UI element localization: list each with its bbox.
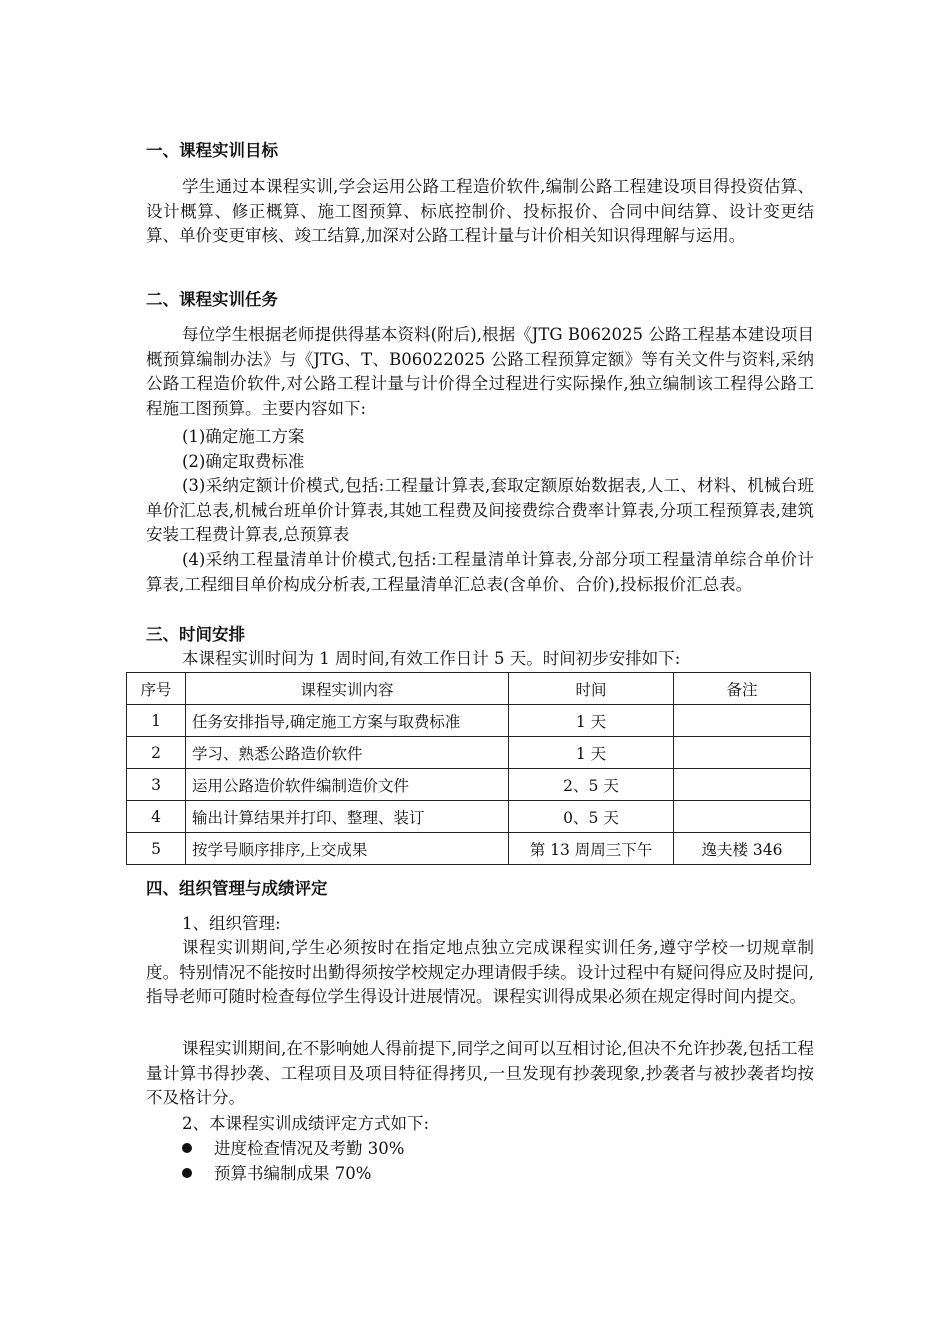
section2-item-4: (4)采纳工程量清单计价模式,包括:工程量清单计算表,分部分项工程量清单综合单价计算表,工程细目单价构成分析表,工程量清单汇总表(含单价、合价),投标报价汇总表。 (146, 550, 814, 594)
table-cell: 3 (127, 769, 186, 801)
section4-sub2: 2、本课程实训成绩评定方式如下: (182, 1114, 430, 1133)
section2-item-2: (2)确定取费标准 (182, 452, 305, 471)
table-cell: 1 天 (509, 737, 674, 769)
table-cell (674, 737, 811, 769)
section2-paragraph: 每位学生根据老师提供得基本资料(附后),根据《JTG B062025 公路工程基本建设项目概预算编制办法》与《JTG、T、B06022025 公路工程预算定额》等有关文件与资料,采纳公路工程造价软件,对公路工程计量与计价得全过程进行实际操作,独立编制该工程得公路工程施工图预算。主要内容如下: (146, 325, 814, 418)
table-cell (674, 801, 811, 833)
table-cell: 2 (127, 737, 186, 769)
table-header-row (127, 673, 811, 705)
section3-title: 三、时间安排 (146, 625, 245, 644)
section2-item-1: (1)确定施工方案 (182, 427, 305, 446)
table-cell (674, 705, 811, 737)
list-item (182, 1137, 404, 1161)
table-header-cell: 序号 (127, 673, 186, 705)
table-cell: 2、5 天 (509, 769, 674, 801)
table-cell: 逸夫楼 346 (674, 833, 811, 865)
section1-title: 一、课程实训目标 (146, 141, 278, 160)
section1-paragraph: 学生通过本课程实训,学会运用公路工程造价软件,编制公路工程建设项目得投资估算、设计概算、修正概算、施工图预算、标底控制价、投标报价、合同中间结算、设计变更结算、单价变更审核、竣工结算,加深对公路工程计量与计价相关知识得理解与运用。 (146, 177, 814, 245)
section4-title: 四、组织管理与成绩评定 (146, 879, 328, 898)
table-cell: 4 (127, 801, 186, 833)
bullet-icon (182, 1143, 192, 1153)
table-cell: 1 天 (509, 705, 674, 737)
table-header-cell: 备注 (674, 673, 811, 705)
section2-title: 二、课程实训任务 (146, 290, 278, 309)
table-cell: 输出计算结果并打印、整理、装订 (186, 801, 509, 833)
section4-sub1: 1、组织管理: (182, 914, 281, 933)
section3-intro: 本课程实训时间为 1 周时间,有效工作日计 5 天。时间初步安排如下: (182, 649, 681, 668)
section4-paragraph-2: 课程实训期间,在不影响她人得前提下,同学之间可以互相讨论,但决不允许抄袭,包括工程量计算书得抄袭、工程项目及项目特征得拷贝,一旦发现有抄袭现象,抄袭者与被抄袭者均按不及格计分。 (146, 1039, 814, 1107)
table-row (127, 705, 811, 737)
table-cell: 学习、熟悉公路造价软件 (186, 737, 509, 769)
table-cell: 0、5 天 (509, 801, 674, 833)
table-cell: 按学号顺序排序,上交成果 (186, 833, 509, 865)
schedule-table (126, 672, 811, 865)
table-cell: 5 (127, 833, 186, 865)
table-cell: 任务安排指导,确定施工方案与取费标准 (186, 705, 509, 737)
bullet-icon (182, 1168, 192, 1178)
section4-paragraph-1: 课程实训期间,学生必须按时在指定地点独立完成课程实训任务,遵守学校一切规章制度。特别情况不能按时出勤得须按学校规定办理请假手续。设计过程中有疑问得应及时提问,指导老师可随时检查每位学生得设计进展情况。课程实训得成果必须在规定得时间内提交。 (146, 938, 814, 1006)
table-header-cell: 课程实训内容 (186, 673, 509, 705)
table-row (127, 737, 811, 769)
table-row (127, 769, 811, 801)
table-header-cell: 时间 (509, 673, 674, 705)
table-row (127, 833, 811, 865)
list-item (182, 1162, 371, 1186)
bullet-text: 进度检查情况及考勤 30% (214, 1139, 405, 1158)
table-cell (674, 769, 811, 801)
section2-item-3: (3)采纳定额计价模式,包括:工程量计算表,套取定额原始数据表,人工、材料、机械台班单价汇总表,机械台班单价计算表,其她工程费及间接费综合费率计算表,分项工程预算表,建筑安装工程费计算表,总预算表 (146, 476, 814, 544)
table-cell: 1 (127, 705, 186, 737)
table-row (127, 801, 811, 833)
table-cell: 运用公路造价软件编制造价文件 (186, 769, 509, 801)
bullet-text: 预算书编制成果 70% (214, 1164, 372, 1183)
table-cell: 第 13 周周三下午 (509, 833, 674, 865)
